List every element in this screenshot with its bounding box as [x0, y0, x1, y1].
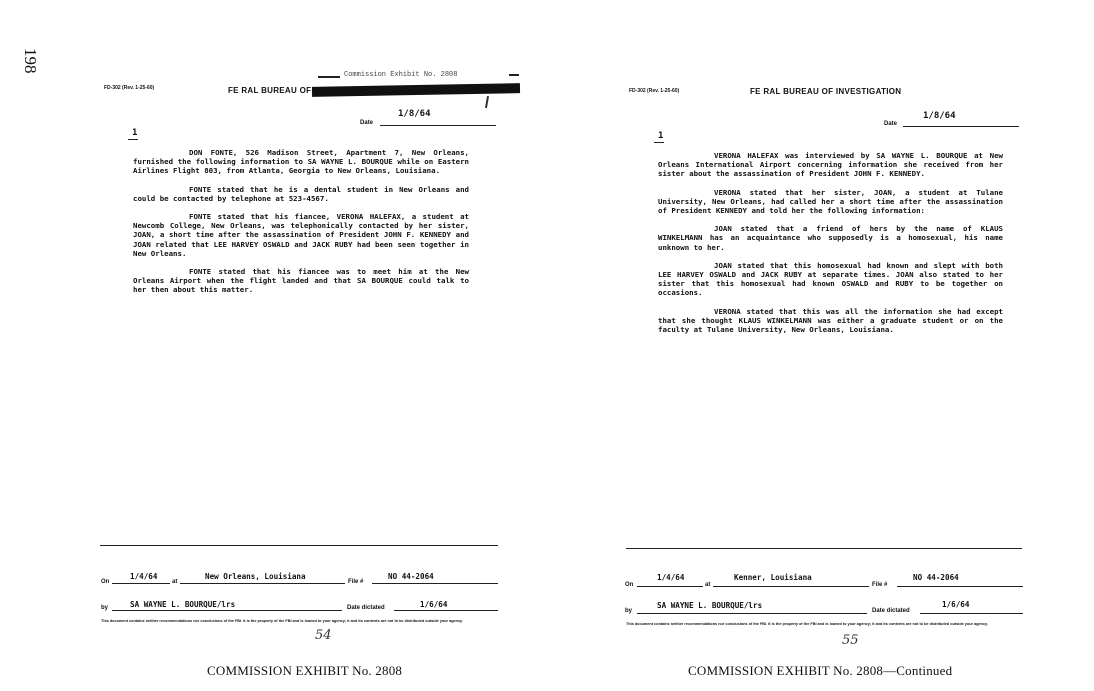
paragraph: FONTE stated that his fiancee, VERONA HALEFAX, a student at Newcomb College, New Orleans, was telephonically contacted by her sister, JOAN, a short time after the assassination of President JOHN F. KENNEDY and JOAN related that LEE HARVEY OSWALD and JACK RUBY had been seen together in New Orleans. [133, 212, 469, 258]
at-label: at [172, 579, 178, 585]
report-body [133, 148, 469, 304]
paragraph: VERONA stated that her sister, JOAN, a student at Tulane University, New Orleans, had called her a short time after the assassination of President KENNEDY and told her the following information: [658, 187, 1003, 216]
page-number: 198 [21, 48, 40, 74]
interview-place: New Orleans, Louisiana [205, 572, 306, 581]
file-number: NO 44-2064 [388, 572, 434, 581]
paragraph: JOAN stated that this homosexual had known and slept with both LEE HARVEY OSWALD and JACK RUBY at separate times. JOAN also stated to her sister that this homosexual had known OSWALD and RUBY to be together on occasions. [658, 260, 1003, 298]
by-label: by [101, 605, 109, 611]
interview-date: 1/4/64 [130, 572, 158, 581]
footer-rule [100, 545, 498, 546]
right-document [547, 0, 1094, 691]
page-marker-underline [654, 142, 664, 143]
paragraph: FONTE stated that he is a dental student in New Orleans and could be contacted by telephone at 523-4567. [133, 184, 469, 203]
agent-name: SA WAYNE L. BOURQUE/lrs [130, 600, 236, 609]
by-label: by [625, 608, 633, 614]
bureau-heading: FE RAL BUREAU OF INVESTIGATION [750, 87, 902, 96]
stamp-dash-right [509, 74, 519, 76]
at-label: at [705, 582, 711, 588]
dictated-underline [920, 613, 1023, 614]
page-marker-underline [128, 139, 138, 140]
place-underline [180, 583, 345, 584]
report-date: 1/8/64 [398, 109, 431, 119]
file-underline [897, 586, 1023, 587]
interview-date: 1/4/64 [657, 573, 685, 582]
dictated-date: 1/6/64 [420, 600, 448, 609]
page-marker: 1 [658, 131, 664, 141]
dictated-label: Date dictated [347, 605, 385, 611]
agent-name: SA WAYNE L. BOURQUE/lrs [657, 601, 763, 610]
dictated-underline [394, 610, 498, 611]
interview-place: Kenner, Louisiana [734, 573, 812, 582]
paragraph: JOAN stated that a friend of hers by the name of KLAUS WINKELMANN has an acquaintance who supposedly is a homosexual, his name unknown to her. [658, 224, 1003, 252]
exhibit-caption: COMMISSION EXHIBIT No. 2808—Continued [688, 663, 953, 678]
on-underline [637, 586, 703, 587]
dictated-label: Date dictated [872, 608, 910, 614]
agent-underline [637, 613, 867, 614]
on-underline [112, 583, 170, 584]
form-number: FD-302 (Rev. 1-25-60) [104, 85, 155, 91]
report-date: 1/8/64 [923, 111, 956, 121]
stamp-dash-left [318, 76, 340, 78]
disclaimer: This document contains neither recommendations nor conclusions of the FBI. It is the property of the FBI and is loaned to your agency; it and its contents are not to be distributed outside your agency. [101, 619, 463, 623]
file-label: File # [872, 582, 888, 588]
report-body [658, 151, 1003, 343]
disclaimer: This document contains neither recommendations nor conclusions of the FBI. It is the property of the FBI and is loaned to your agency; it and its contents are not to be distributed outside your agency. [626, 622, 988, 626]
redaction-bar [312, 83, 520, 97]
agent-underline [112, 610, 342, 611]
bureau-heading: FE RAL BUREAU OF [228, 86, 312, 95]
paragraph: FONTE stated that his fiancee was to meet him at the New Orleans Airport when the flight landed and that SA BOURQUE could talk to her then about this matter. [133, 267, 469, 295]
file-label: File # [348, 579, 364, 585]
paragraph: DON FONTE, 526 Madison Street, Apartment 7, New Orleans, furnished the following information to SA WAYNE L. BOURQUE while on Eastern Airlines Flight 803, from Atlanta, Georgia to New Orleans, Louisiana. [133, 148, 469, 176]
file-number: NO 44-2064 [913, 573, 959, 582]
page-marker: 1 [132, 128, 138, 138]
place-underline [713, 586, 869, 587]
file-underline [372, 583, 498, 584]
footer-rule [626, 548, 1022, 549]
form-number: FD-302 (Rev. 1-25-60) [629, 88, 680, 94]
exhibit-caption: COMMISSION EXHIBIT No. 2808 [207, 663, 403, 678]
date-label: Date [360, 120, 374, 126]
paragraph: VERONA stated that this was all the information she had except that she thought KLAUS WINKELMANN was either a graduate student or on the faculty at Tulane University, New Orleans, Louisiana. [658, 306, 1003, 335]
handwritten-page-number: 54 [315, 628, 332, 643]
handwritten-page-number: 55 [842, 633, 859, 648]
on-label: On [101, 579, 110, 585]
paragraph: VERONA HALEFAX was interviewed by SA WAYNE L. BOURQUE at New Orleans International Airport concerning information she received from her sister about the assassination of President JOHN F. KENNEDY. [658, 151, 1003, 179]
date-underline [380, 125, 496, 126]
commission-stamp: Commission Exhibit No. 2808 [344, 71, 458, 79]
on-label: On [625, 582, 634, 588]
dictated-date: 1/6/64 [942, 600, 970, 609]
date-label: Date [884, 121, 898, 127]
handwritten-mark [485, 96, 489, 108]
date-underline [903, 126, 1019, 127]
